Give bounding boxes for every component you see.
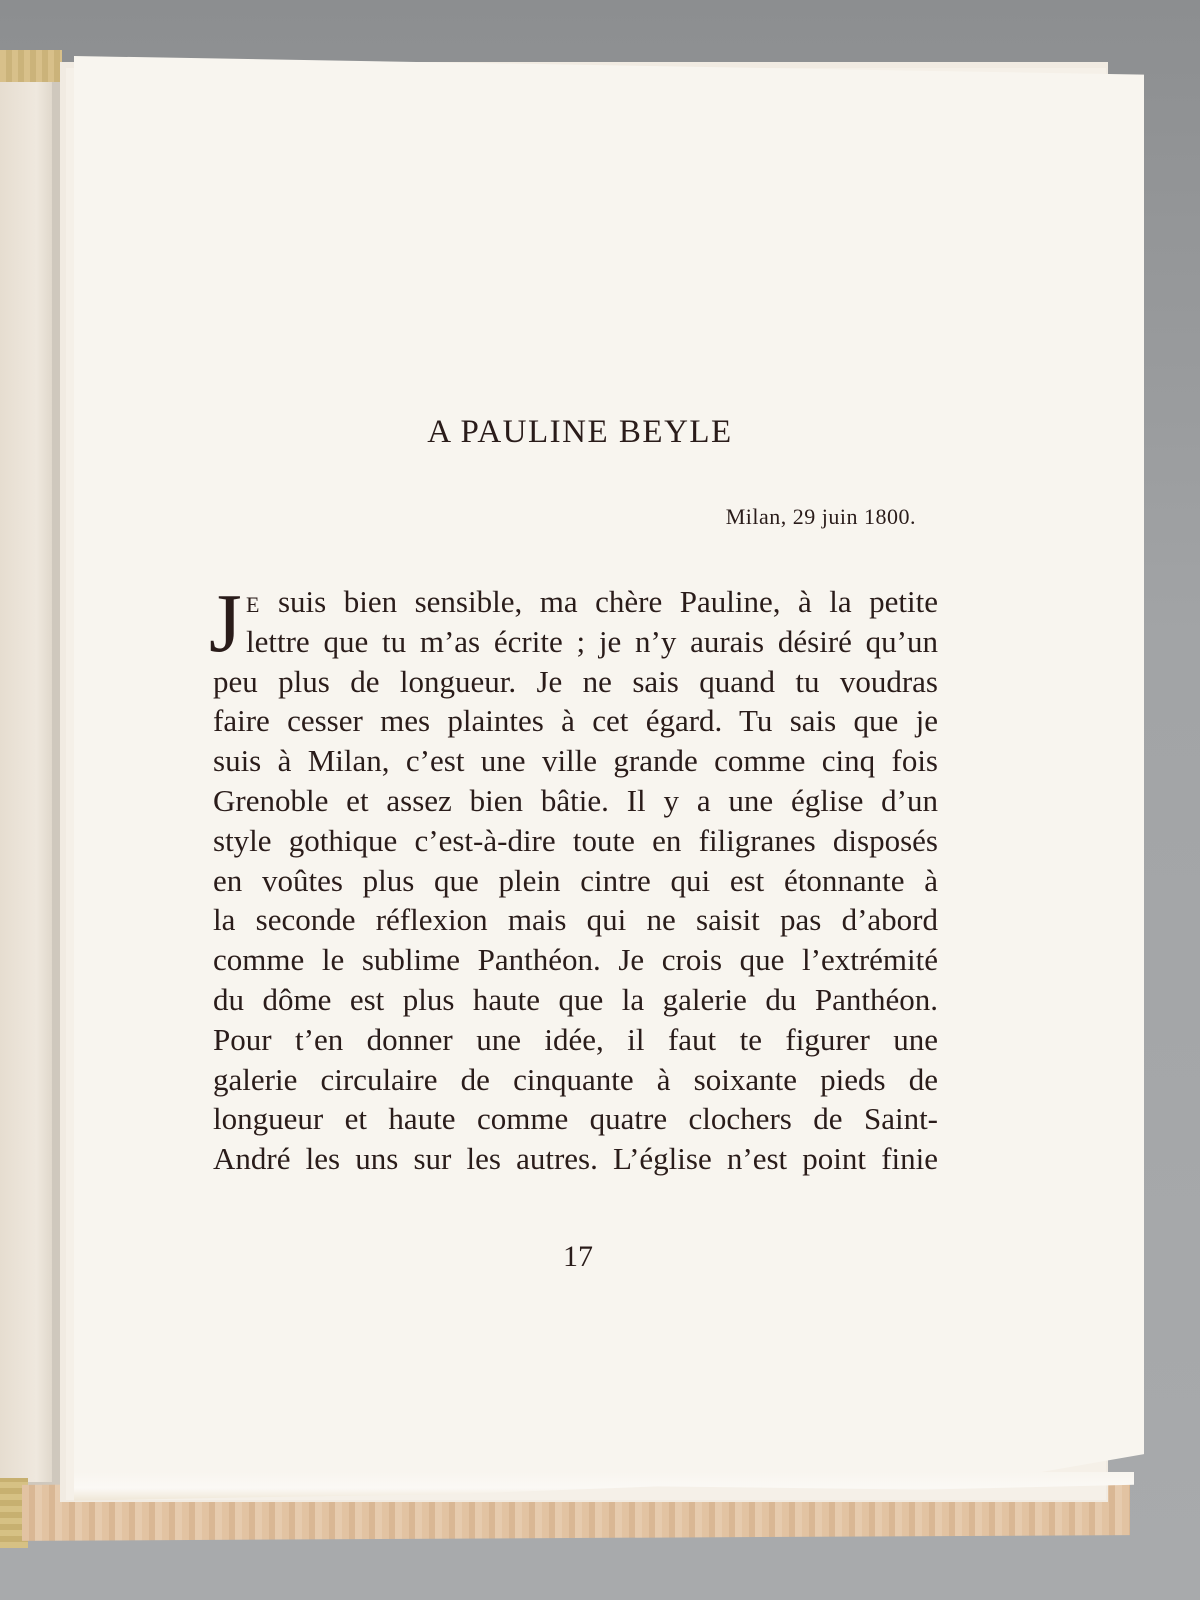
text-line: la seconde réflexion mais qui ne saisit pas d’abord [213, 902, 938, 938]
dateline: Milan, 29 juin 1800. [725, 504, 916, 529]
letter-body [209, 577, 938, 1179]
drop-cap: J [209, 577, 242, 670]
text-line: longueur et haute comme quatre clochers de Saint- [213, 1101, 938, 1137]
text-line: suis à Milan, c’est une ville grande comme cinq fois [213, 743, 938, 779]
text-line: galerie circulaire de cinquante à soixante pieds de [213, 1061, 938, 1097]
text-line: style gothique c’est-à-dire toute en filigranes disposés [213, 822, 938, 858]
small-cap: E [246, 592, 261, 617]
spine-top-binding [0, 50, 62, 82]
text-line: peu plus de longueur. Je ne sais quand tu voudras [213, 663, 938, 699]
text-line: comme le sublime Panthéon. Je crois que l’extrémité [213, 942, 938, 978]
text-line: lettre que tu m’as écrite ; je n’y aurais désiré qu’un [246, 623, 938, 659]
text-line [213, 582, 938, 622]
text-line: André les uns sur les autres. L’église n’est point finie [213, 1141, 938, 1177]
page-number: 17 [563, 1240, 593, 1273]
text-line: Pour t’en donner une idée, il faut te figurer une [213, 1021, 938, 1057]
letter-title: A PAULINE BEYLE [427, 414, 733, 450]
text-line: faire cesser mes plaintes à cet égard. Tu sais que je [213, 703, 938, 739]
text-line: Grenoble et assez bien bâtie. Il y a une église d’un [213, 782, 938, 818]
text-line-content: suis bien sensible, ma chère Pauline, à la petite [260, 584, 938, 619]
text-line: du dôme est plus haute que la galerie du Panthéon. [213, 981, 938, 1017]
text-line: en voûtes plus que plein cintre qui est étonnante à [213, 862, 938, 898]
